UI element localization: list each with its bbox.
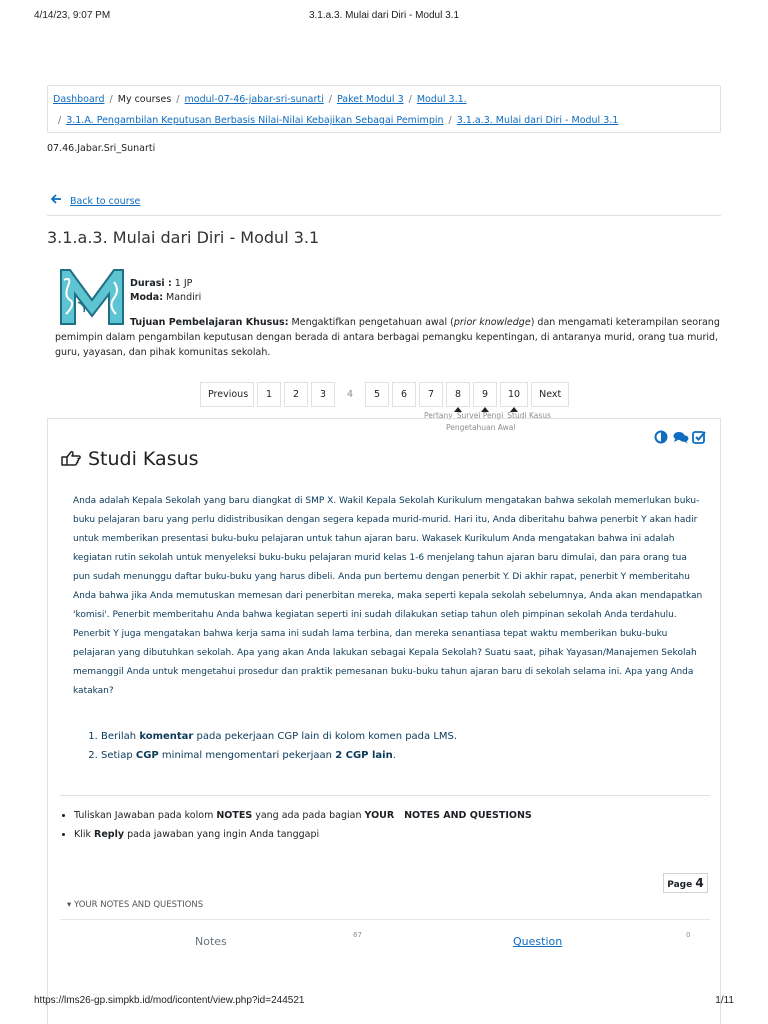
page-badge-label: Page — [667, 880, 693, 890]
durasi-value: 1 JP — [174, 278, 193, 289]
task-bold: CGP — [135, 750, 159, 761]
breadcrumb-my-courses: My courses — [117, 94, 172, 105]
pagination-page-2[interactable]: 2 — [284, 382, 308, 407]
tooltip-sub-label: Pengetahuan Awal — [446, 423, 516, 432]
comments-icon[interactable] — [673, 430, 687, 444]
breadcrumb-separator: / — [109, 94, 113, 105]
instruction-text: yang ada pada bagian — [252, 810, 365, 821]
tooltip-label: Survei Pengi — [456, 411, 504, 420]
instruction-bold: YOUR NOTES AND QUESTIONS — [364, 810, 532, 821]
breadcrumb-separator: / — [58, 115, 62, 126]
print-title: 3.1.a.3. Mulai dari Diri - Modul 3.1 — [308, 10, 460, 21]
task-item — [101, 727, 457, 746]
task-text: pada pekerjaan CGP lain di kolom komen pada LMS. — [193, 731, 458, 742]
breadcrumb-separator: / — [408, 94, 412, 105]
task-bold: komentar — [139, 731, 194, 742]
question-count: 0 — [686, 931, 691, 939]
task-list — [88, 727, 457, 765]
arrow-left-icon — [51, 193, 62, 207]
notes-toggle-label: YOUR NOTES AND QUESTIONS — [73, 900, 204, 910]
moda-value: Mandiri — [166, 292, 202, 303]
instruction-text: pada jawaban yang ingin Anda tanggapi — [124, 829, 320, 840]
learning-objective — [55, 315, 720, 360]
instruction-bold: NOTES — [216, 810, 253, 821]
pagination-page-1[interactable]: 1 — [257, 382, 281, 407]
back-to-course-link[interactable]: Back to course — [70, 196, 141, 207]
instruction-list — [60, 806, 532, 844]
pagination-page-7[interactable]: 7 — [419, 382, 443, 407]
pagination-page-6[interactable]: 6 — [392, 382, 416, 407]
durasi-label: Durasi : — [130, 278, 172, 289]
question-tab[interactable]: Question — [513, 935, 563, 948]
breadcrumb — [47, 85, 721, 133]
instruction-text: Tuliskan Jawaban pada kolom — [74, 810, 217, 821]
page-title: 3.1.a.3. Mulai dari Diri - Modul 3.1 — [47, 228, 320, 247]
contrast-icon[interactable] — [654, 430, 668, 444]
instruction-bold: Reply — [94, 829, 125, 840]
case-study-text: Anda adalah Kepala Sekolah yang baru diangkat di SMP X. Wakil Kepala Sekolah Kurikulum mengatakan bahwa sekolah memerlukan buku-buku pelajaran baru yang perlu didistribusikan dengan segera kepada murid-murid. Hari itu, Anda diberitahu bahwa penerbit Y akan hadir untuk memberikan presentasi buku-buku pelajaran untuk tahun ajaran baru. Wakasek Kurikulum Anda mengatakan bahwa ini adalah kegiatan rutin sekolah untuk menyeleksi buku-buku pelajaran murid kelas 1-6 menjelang tahun ajaran baru dimulai, dan para orang tua pun sudah menunggu daftar buku-buku yang harus dibeli. Anda pun bertemu dengan penerbit Y. Di akhir rapat, penerbit Y memberitahu Anda bahwa jika Anda memutuskan memesan dari penerbitan mereka, maka seperti kepala sekolah sebelumnya, Anda akan mendapatkan 'komisi'. Penerbit memberitahu Anda bahwa kegiatan seperti ini sudah dilakukan setiap tahun oleh pimpinan sekolah Anda terdahulu. Penerbit Y juga mengatakan bahwa kerja sama ini sudah lama terbina, dan mereka senantiasa tepat waktu memberikan buku-buku pelajaran yang dibutuhkan sekolah. Apa yang akan Anda lakukan sebagai Kepala Sekolah? Suatu saat, pihak Yayasan/Manajemen Sekolah memanggil Anda untuk mengetahui prosedur dan praktik pemesanan buku-buku tahun ajaran baru di sekolah selama ini. Apa yang Anda katakan? — [73, 496, 703, 696]
page-badge-number: 4 — [695, 876, 704, 890]
instruction-text: Klik — [74, 829, 95, 840]
instruction-item — [74, 806, 532, 825]
caret-down-icon: ▾ — [67, 900, 72, 910]
back-to-course[interactable] — [51, 193, 140, 207]
pagination-page-9-label: 9 — [481, 389, 489, 400]
breadcrumb-modul[interactable]: Modul 3.1. — [416, 94, 467, 105]
section-title-text: Studi Kasus — [88, 448, 199, 470]
print-page-number: 1/11 — [715, 995, 734, 1006]
tujuan-text-1: Mengaktifkan pengetahuan awal ( — [291, 317, 454, 328]
tujuan-text-2: ) dan mengamati keterampilan seorang pemimpin dalam pengambilan keputusan dengan berada di antara berbagai pemangku kepentingan, di antaranya murid, orang tua murid, guru, yayasan, dan pihak komunitas sekolah. — [55, 317, 720, 358]
pagination-page-3[interactable]: 3 — [311, 382, 335, 407]
instruction-item — [74, 825, 532, 844]
pagination-page-9[interactable] — [473, 382, 497, 407]
task-text: Setiap — [101, 750, 136, 761]
pagination-page-10-label: 10 — [508, 389, 521, 400]
divider — [47, 215, 721, 216]
divider — [60, 795, 710, 796]
notes-tab[interactable]: Notes — [195, 935, 227, 948]
tooltip-label: Pertany — [424, 411, 453, 420]
notes-count: 67 — [353, 931, 362, 939]
divider — [60, 919, 710, 920]
tujuan-italic: prior knowledge — [453, 317, 531, 328]
user-name: 07.46.Jabar.Sri_Sunarti — [47, 143, 156, 154]
hand-pointing-right-icon — [60, 450, 82, 473]
breadcrumb-separator: / — [448, 115, 452, 126]
tooltip-label: Studi Kasus — [507, 411, 551, 420]
module-meta — [130, 277, 201, 305]
task-text: . — [392, 750, 396, 761]
print-footer — [0, 995, 768, 1009]
breadcrumb-separator: / — [176, 94, 180, 105]
breadcrumb-section[interactable]: 3.1.A. Pengambilan Keputusan Berbasis Nilai-Nilai Kebajikan Sebagai Pemimpin — [66, 115, 444, 126]
moda-label: Moda: — [130, 292, 163, 303]
breadcrumb-paket[interactable]: Paket Modul 3 — [336, 94, 404, 105]
pagination — [200, 382, 572, 407]
pagination-page-5[interactable]: 5 — [365, 382, 389, 407]
task-item — [101, 746, 457, 765]
pagination-page-8-label: 8 — [454, 389, 462, 400]
breadcrumb-course[interactable]: modul-07-46-jabar-sri-sunarti — [184, 94, 324, 105]
print-date: 4/14/23, 9:07 PM — [34, 10, 111, 21]
section-title — [60, 448, 199, 473]
task-bold: 2 CGP lain — [335, 750, 393, 761]
print-url: https://lms26-gp.simpkb.id/mod/icontent/view.php?id=244521 — [34, 995, 305, 1006]
pagination-previous[interactable]: Previous — [200, 382, 254, 407]
pagination-page-8[interactable] — [446, 382, 470, 407]
notes-toggle[interactable] — [67, 900, 203, 910]
pagination-page-4-active: 4 — [338, 382, 362, 407]
print-header — [0, 10, 768, 24]
pagination-page-10[interactable] — [500, 382, 528, 407]
task-text: Berilah — [101, 731, 140, 742]
breadcrumb-separator: / — [328, 94, 332, 105]
task-text: minimal mengomentari pekerjaan — [158, 750, 336, 761]
check-square-icon[interactable] — [692, 430, 706, 444]
tujuan-label: Tujuan Pembelajaran Khusus: — [130, 317, 289, 328]
content-toolbar — [654, 430, 706, 444]
page-badge — [663, 873, 708, 893]
breadcrumb-dashboard[interactable]: Dashboard — [53, 94, 105, 105]
pagination-next[interactable]: Next — [531, 382, 569, 407]
breadcrumb-current[interactable]: 3.1.a.3. Mulai dari Diri - Modul 3.1 — [456, 115, 619, 126]
